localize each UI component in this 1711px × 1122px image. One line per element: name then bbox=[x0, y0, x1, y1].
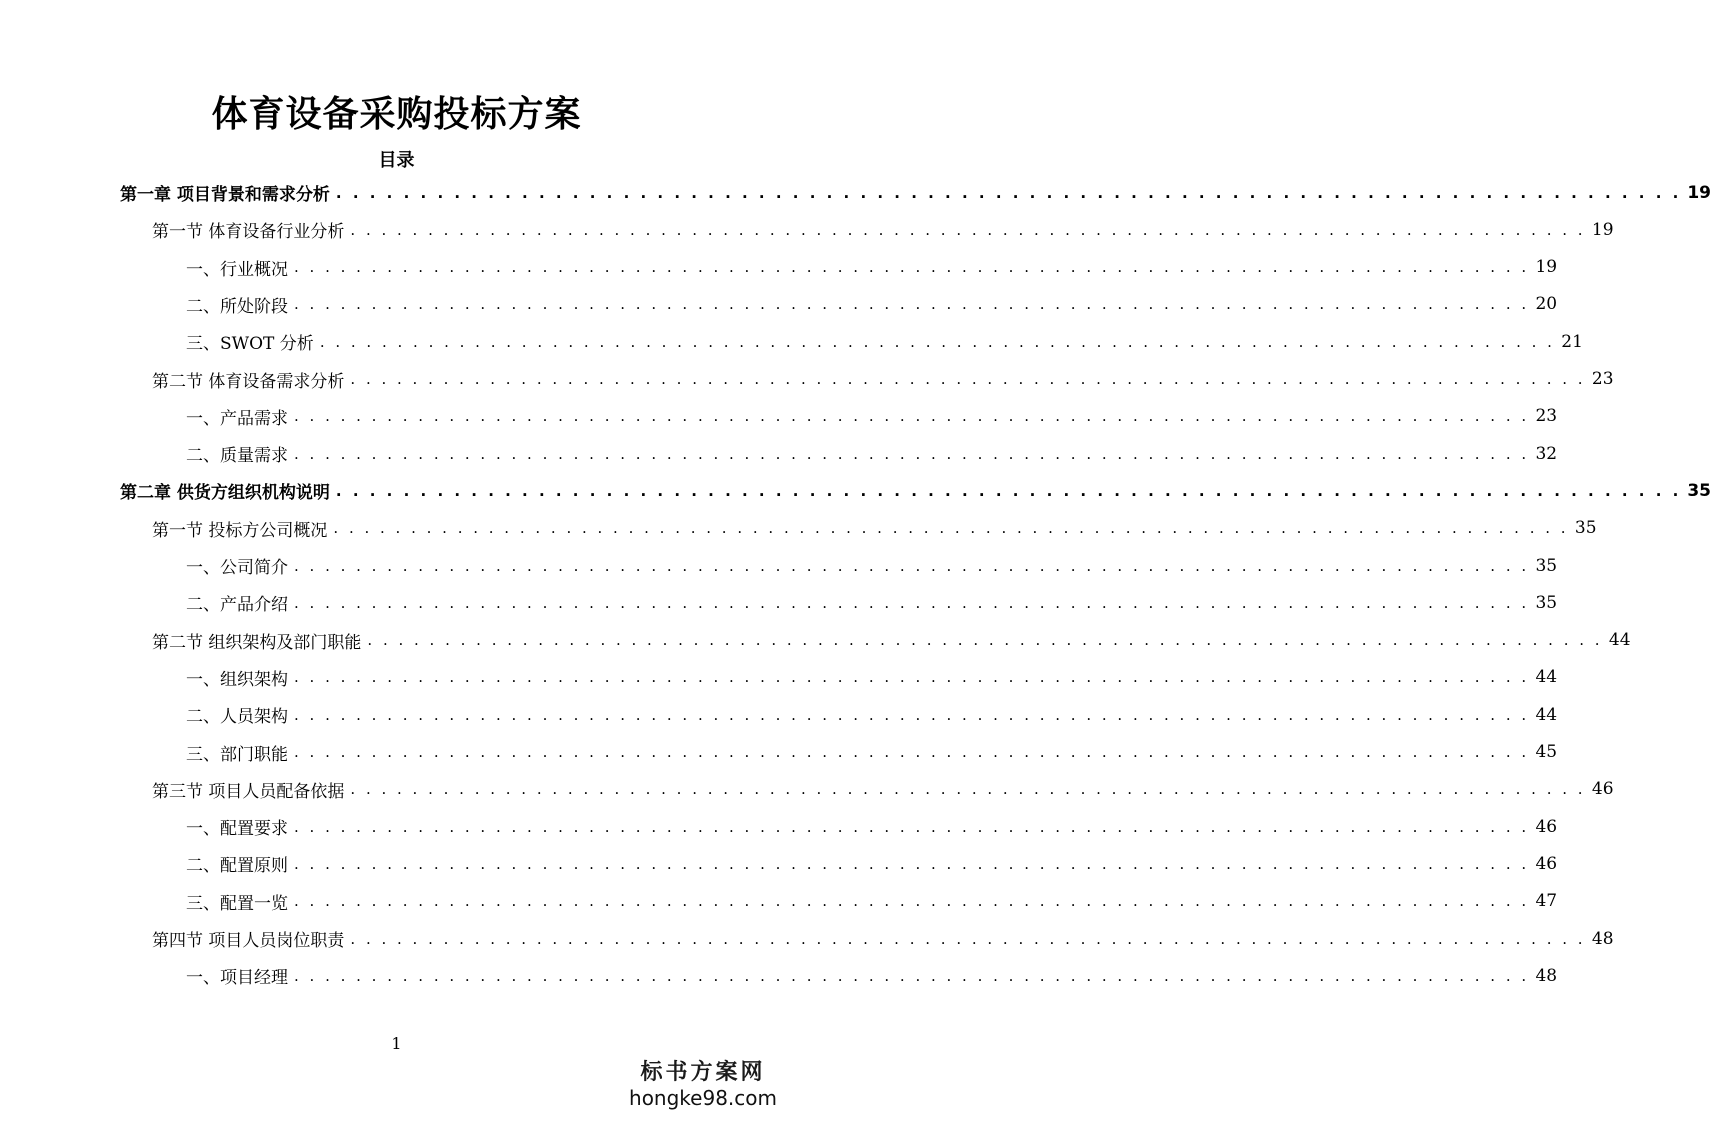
toc-dot-leader: . . . . . . . . . . . . . . . . . . . . . . . . . . . . . . . . . . . . . . . . . . . . . . . . . . . . . . . . . . . . . . . . . . . . . . . . . . . . . . . . bbox=[319, 332, 1555, 351]
toc-subsection-entry[interactable] bbox=[186, 845, 1558, 882]
toc-section-entry[interactable] bbox=[152, 510, 1597, 547]
toc-section-entry[interactable] bbox=[152, 622, 1631, 659]
toc-subsection-entry[interactable] bbox=[186, 808, 1558, 845]
toc-dot-leader: . . . . . . . . . . . . . . . . . . . . . . . . . . . . . . . . . . . . . . . . . . . . . . . . . . . . . . . . . . . . . . . . . . . . . . . . . . . . . . . . bbox=[335, 481, 1682, 500]
toc-entry-label: 二、质量需求 bbox=[186, 446, 288, 467]
toc-subsection-entry[interactable] bbox=[186, 696, 1558, 733]
toc-dot-leader: . . . . . . . . . . . . . . . . . . . . . . . . . . . . . . . . . . . . . . . . . . . . . . . . . . . . . . . . . . . . . . . . . . . . . . . . . . . . . . . . bbox=[333, 519, 1569, 538]
toc-entry-label: 第一节 体育设备行业分析 bbox=[152, 222, 345, 243]
toc-entry-label: 一、配置要求 bbox=[186, 819, 288, 840]
toc-dot-leader: . . . . . . . . . . . . . . . . . . . . . . . . . . . . . . . . . . . . . . . . . . . . . . . . . . . . . . . . . . . . . . . . . . . . . . . . . . . . . . . . bbox=[294, 444, 1530, 463]
toc-entry-page: 35 bbox=[1687, 480, 1711, 501]
document-title: 体育设备采购投标方案 bbox=[211, 94, 582, 135]
watermark-line2: hongke98.com bbox=[629, 1086, 777, 1110]
toc-subsection-entry[interactable] bbox=[186, 957, 1558, 994]
toc-entry-label: 三、部门职能 bbox=[186, 744, 288, 765]
toc-subsection-entry[interactable] bbox=[186, 734, 1558, 771]
toc-entry-label: 一、行业概况 bbox=[186, 259, 288, 280]
toc-entry-page: 35 bbox=[1535, 555, 1558, 576]
toc-dot-leader: . . . . . . . . . . . . . . . . . . . . . . . . . . . . . . . . . . . . . . . . . . . . . . . . . . . . . . . . . . . . . . . . . . . . . . . . . . . . . . . . bbox=[294, 407, 1530, 426]
toc-entry-page: 20 bbox=[1535, 294, 1558, 315]
toc-entry-label: 一、产品需求 bbox=[186, 408, 288, 429]
toc-dot-leader: . . . . . . . . . . . . . . . . . . . . . . . . . . . . . . . . . . . . . . . . . . . . . . . . . . . . . . . . . . . . . . . . . . . . . . . . . . . . . . . . bbox=[350, 929, 1586, 948]
page-number: 1 bbox=[391, 1034, 402, 1053]
toc-entry-label: 第二节 体育设备需求分析 bbox=[152, 371, 345, 392]
toc-dot-leader: . . . . . . . . . . . . . . . . . . . . . . . . . . . . . . . . . . . . . . . . . . . . . . . . . . . . . . . . . . . . . . . . . . . . . . . . . . . . . . . . bbox=[294, 892, 1530, 911]
toc-subsection-entry[interactable] bbox=[186, 547, 1558, 584]
toc-subsection-entry[interactable] bbox=[186, 249, 1558, 286]
toc-dot-leader: . . . . . . . . . . . . . . . . . . . . . . . . . . . . . . . . . . . . . . . . . . . . . . . . . . . . . . . . . . . . . . . . . . . . . . . . . . . . . . . . bbox=[350, 780, 1586, 799]
toc-entry-page: 46 bbox=[1535, 853, 1558, 874]
toc-entry-page: 46 bbox=[1535, 816, 1558, 837]
toc-entry-label: 二、人员架构 bbox=[186, 707, 288, 728]
toc-section-entry[interactable] bbox=[152, 361, 1614, 398]
toc-entry-page: 35 bbox=[1574, 518, 1597, 539]
toc-entry-page: 32 bbox=[1535, 443, 1558, 464]
toc-entry-page: 48 bbox=[1591, 928, 1614, 949]
toc-dot-leader: . . . . . . . . . . . . . . . . . . . . . . . . . . . . . . . . . . . . . . . . . . . . . . . . . . . . . . . . . . . . . . . . . . . . . . . . . . . . . . . . bbox=[294, 593, 1530, 612]
watermark-line1: 标书方案网 bbox=[640, 1060, 766, 1085]
toc-entry-page: 44 bbox=[1535, 667, 1558, 688]
toc-entry-label: 第四节 项目人员岗位职责 bbox=[152, 931, 345, 951]
toc-dot-leader: . . . . . . . . . . . . . . . . . . . . . . . . . . . . . . . . . . . . . . . . . . . . . . . . . . . . . . . . . . . . . . . . . . . . . . . . . . . . . . . . bbox=[294, 705, 1530, 724]
toc-chapter-entry[interactable] bbox=[120, 174, 1711, 211]
toc-section-entry[interactable] bbox=[152, 771, 1614, 808]
toc-entry-label: 第三节 项目人员配备依据 bbox=[152, 781, 345, 802]
toc-entry-label: 第一节 投标方公司概况 bbox=[152, 520, 328, 541]
toc-entry-label: 一、公司简介 bbox=[186, 558, 288, 578]
toc-section-entry[interactable] bbox=[152, 920, 1614, 957]
toc-entry-label: 二、所处阶段 bbox=[186, 296, 288, 317]
toc-dot-leader: . . . . . . . . . . . . . . . . . . . . . . . . . . . . . . . . . . . . . . . . . . . . . . . . . . . . . . . . . . . . . . . . . . . . . . . . . . . . . . . . bbox=[350, 370, 1586, 388]
toc-entry-page: 35 bbox=[1535, 592, 1558, 613]
toc-entry-label: 三、配置一览 bbox=[186, 893, 288, 914]
toc-dot-leader: . . . . . . . . . . . . . . . . . . . . . . . . . . . . . . . . . . . . . . . . . . . . . . . . . . . . . . . . . . . . . . . . . . . . . . . . . . . . . . . . bbox=[294, 854, 1530, 873]
toc-entry-page: 19 bbox=[1591, 219, 1614, 240]
toc-entry-label: 第二节 组织架构及部门职能 bbox=[152, 632, 362, 653]
toc-dot-leader: . . . . . . . . . . . . . . . . . . . . . . . . . . . . . . . . . . . . . . . . . . . . . . . . . . . . . . . . . . . . . . . . . . . . . . . . . . . . . . . . bbox=[294, 743, 1530, 761]
toc-entry-label: 二、配置原则 bbox=[186, 856, 288, 877]
toc-entry-label: 一、组织架构 bbox=[186, 669, 288, 690]
toc-subsection-entry[interactable] bbox=[186, 398, 1558, 435]
toc-subsection-entry[interactable] bbox=[186, 883, 1558, 920]
toc-subsection-entry[interactable] bbox=[186, 435, 1558, 472]
toc-dot-leader: . . . . . . . . . . . . . . . . . . . . . . . . . . . . . . . . . . . . . . . . . . . . . . . . . . . . . . . . . . . . . . . . . . . . . . . . . . . . . . . . bbox=[350, 220, 1586, 239]
toc-entry-label: 第二章 供货方组织机构说明 bbox=[120, 483, 330, 504]
toc-entry-page: 45 bbox=[1535, 742, 1558, 762]
toc-dot-leader: . . . . . . . . . . . . . . . . . . . . . . . . . . . . . . . . . . . . . . . . . . . . . . . . . . . . . . . . . . . . . . . . . . . . . . . . . . . . . . . . bbox=[294, 817, 1530, 836]
toc-entry-page: 19 bbox=[1687, 182, 1711, 203]
toc-entry-page: 23 bbox=[1591, 369, 1614, 389]
toc-dot-leader: . . . . . . . . . . . . . . . . . . . . . . . . . . . . . . . . . . . . . . . . . . . . . . . . . . . . . . . . . . . . . . . . . . . . . . . . . . . . . . . . bbox=[294, 966, 1530, 985]
toc-subsection-entry[interactable] bbox=[186, 659, 1558, 696]
toc-entry-page: 44 bbox=[1535, 704, 1558, 725]
toc-subsection-entry[interactable] bbox=[186, 584, 1558, 621]
toc-dot-leader: . . . . . . . . . . . . . . . . . . . . . . . . . . . . . . . . . . . . . . . . . . . . . . . . . . . . . . . . . . . . . . . . . . . . . . . . . . . . . . . . bbox=[294, 668, 1530, 687]
toc-entry-page: 19 bbox=[1535, 257, 1558, 278]
toc-entry-label: 二、产品介绍 bbox=[186, 595, 288, 616]
toc-heading: 目录 bbox=[378, 150, 415, 171]
watermark bbox=[629, 1055, 777, 1110]
toc-dot-leader: . . . . . . . . . . . . . . . . . . . . . . . . . . . . . . . . . . . . . . . . . . . . . . . . . . . . . . . . . . . . . . . . . . . . . . . . . . . . . . . . bbox=[335, 183, 1682, 202]
toc-dot-leader: . . . . . . . . . . . . . . . . . . . . . . . . . . . . . . . . . . . . . . . . . . . . . . . . . . . . . . . . . . . . . . . . . . . . . . . . . . . . . . . . bbox=[294, 258, 1530, 277]
toc-entry-label: 一、项目经理 bbox=[186, 968, 288, 989]
toc-entry-page: 48 bbox=[1535, 965, 1558, 986]
toc-chapter-entry[interactable] bbox=[120, 472, 1711, 509]
toc-subsection-entry[interactable] bbox=[186, 286, 1558, 323]
toc-entry-page: 21 bbox=[1561, 331, 1583, 352]
toc-entry-page: 23 bbox=[1535, 406, 1558, 427]
toc-entry-label: 第一章 项目背景和需求分析 bbox=[120, 185, 330, 205]
toc-section-entry[interactable] bbox=[152, 211, 1614, 248]
toc-entry-page: 44 bbox=[1608, 630, 1631, 651]
toc-entry-page: 47 bbox=[1535, 891, 1558, 912]
toc-dot-leader: . . . . . . . . . . . . . . . . . . . . . . . . . . . . . . . . . . . . . . . . . . . . . . . . . . . . . . . . . . . . . . . . . . . . . . . . . . . . . . . . bbox=[294, 295, 1530, 314]
toc-subsection-entry[interactable] bbox=[186, 323, 1583, 360]
toc-entry-page: 46 bbox=[1591, 779, 1614, 800]
toc-dot-leader: . . . . . . . . . . . . . . . . . . . . . . . . . . . . . . . . . . . . . . . . . . . . . . . . . . . . . . . . . . . . . . . . . . . . . . . . . . . . . . . . bbox=[294, 556, 1530, 575]
toc-dot-leader: . . . . . . . . . . . . . . . . . . . . . . . . . . . . . . . . . . . . . . . . . . . . . . . . . . . . . . . . . . . . . . . . . . . . . . . . . . . . . . . . bbox=[367, 631, 1603, 650]
toc-entry-label: 三、SWOT 分析 bbox=[186, 334, 314, 355]
